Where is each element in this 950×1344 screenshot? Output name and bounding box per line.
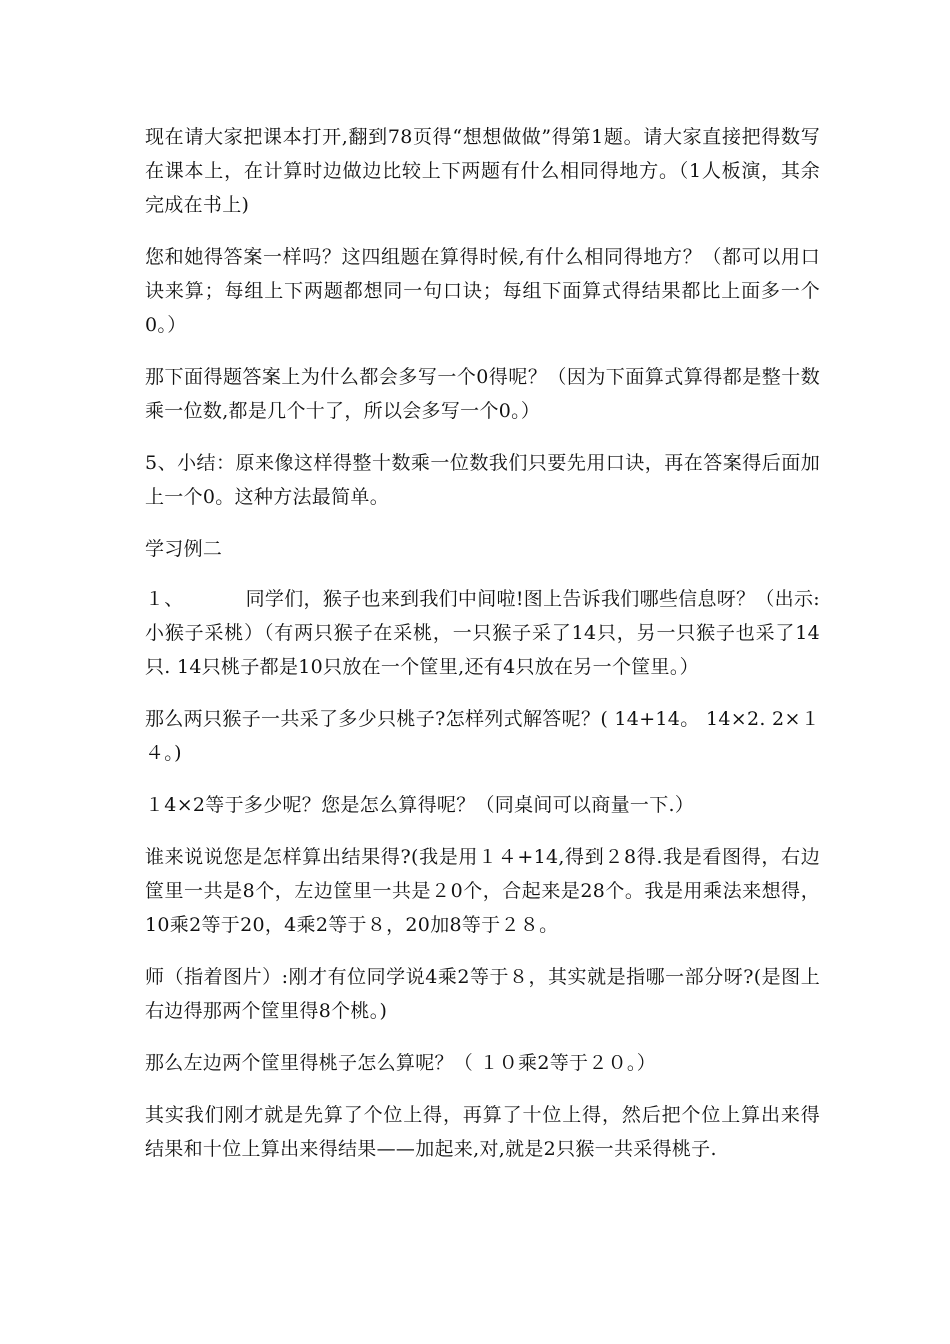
paragraph-summary: 5、小结：原来像这样得整十数乘一位数我们只要先用口诀，再在答案得后面加上一个0。这种方法最简单。 (145, 452, 820, 508)
paragraph-explain-result: 谁来说说您是怎样算出结果得?(我是用１４+14,得到２8得.我是看图得，右边筐里一共是8个，左边筐里一共是２0个，合起来是28个。我是用乘法来想得，10乘2等于20，4乘2等于８，20加8等于２８。 (145, 846, 820, 936)
paragraph-open-textbook: 现在请大家把课本打开,翻到78页得“想想做做”得第1题。请大家直接把得数写在课本上，在计算时边做边比较上下两题有什么相同得地方。（1人板演，其余完成在书上) (145, 126, 820, 216)
paragraph-conclusion: 其实我们刚才就是先算了个位上得，再算了十位上得，然后把个位上算出来得结果和十位上算出来得结果——加起来,对,就是2只猴一共采得桃子. (145, 1104, 820, 1160)
paragraph-how-many-peaches: 那么两只猴子一共采了多少只桃子?怎样列式解答呢？( 14+14。 14×2. 2×１４。) (145, 708, 820, 764)
paragraph-compare-answers: 您和她得答案一样吗？这四组题在算得时候,有什么相同得地方？（都可以用口诀来算；每组上下两题都想同一句口诀；每组下面算式得结果都比上面多一个0。） (145, 246, 820, 336)
paragraph-how-calculate: １4×2等于多少呢？您是怎么算得呢？（同桌间可以商量一下.） (145, 794, 695, 816)
paragraph-teacher-picture: 师（指着图片）:刚才有位同学说4乘2等于８，其实就是指哪一部分呀?(是图上右边得那两个筐里得8个桃。) (145, 966, 820, 1022)
item-text: 同学们，猴子也来到我们中间啦!图上告诉我们哪些信息呀？（出示:小猴子采桃）（有两只猴子在采桃，一只猴子采了14只，另一只猴子也采了14只. 14只桃子都是10只放在一个筐里,还有4只放在另一个筐里。） (145, 588, 820, 678)
paragraph-item-1 (145, 582, 820, 684)
item-number: １、 (145, 588, 184, 610)
paragraph-extra-zero: 那下面得题答案上为什么都会多写一个0得呢？（因为下面算式算得都是整十数乘一位数,都是几个十了，所以会多写一个0。） (145, 366, 820, 422)
section-title: 学习例二 (145, 538, 223, 560)
paragraph-left-baskets: 那么左边两个筐里得桃子怎么算呢？（ １０乘2等于２０。） (145, 1052, 657, 1074)
